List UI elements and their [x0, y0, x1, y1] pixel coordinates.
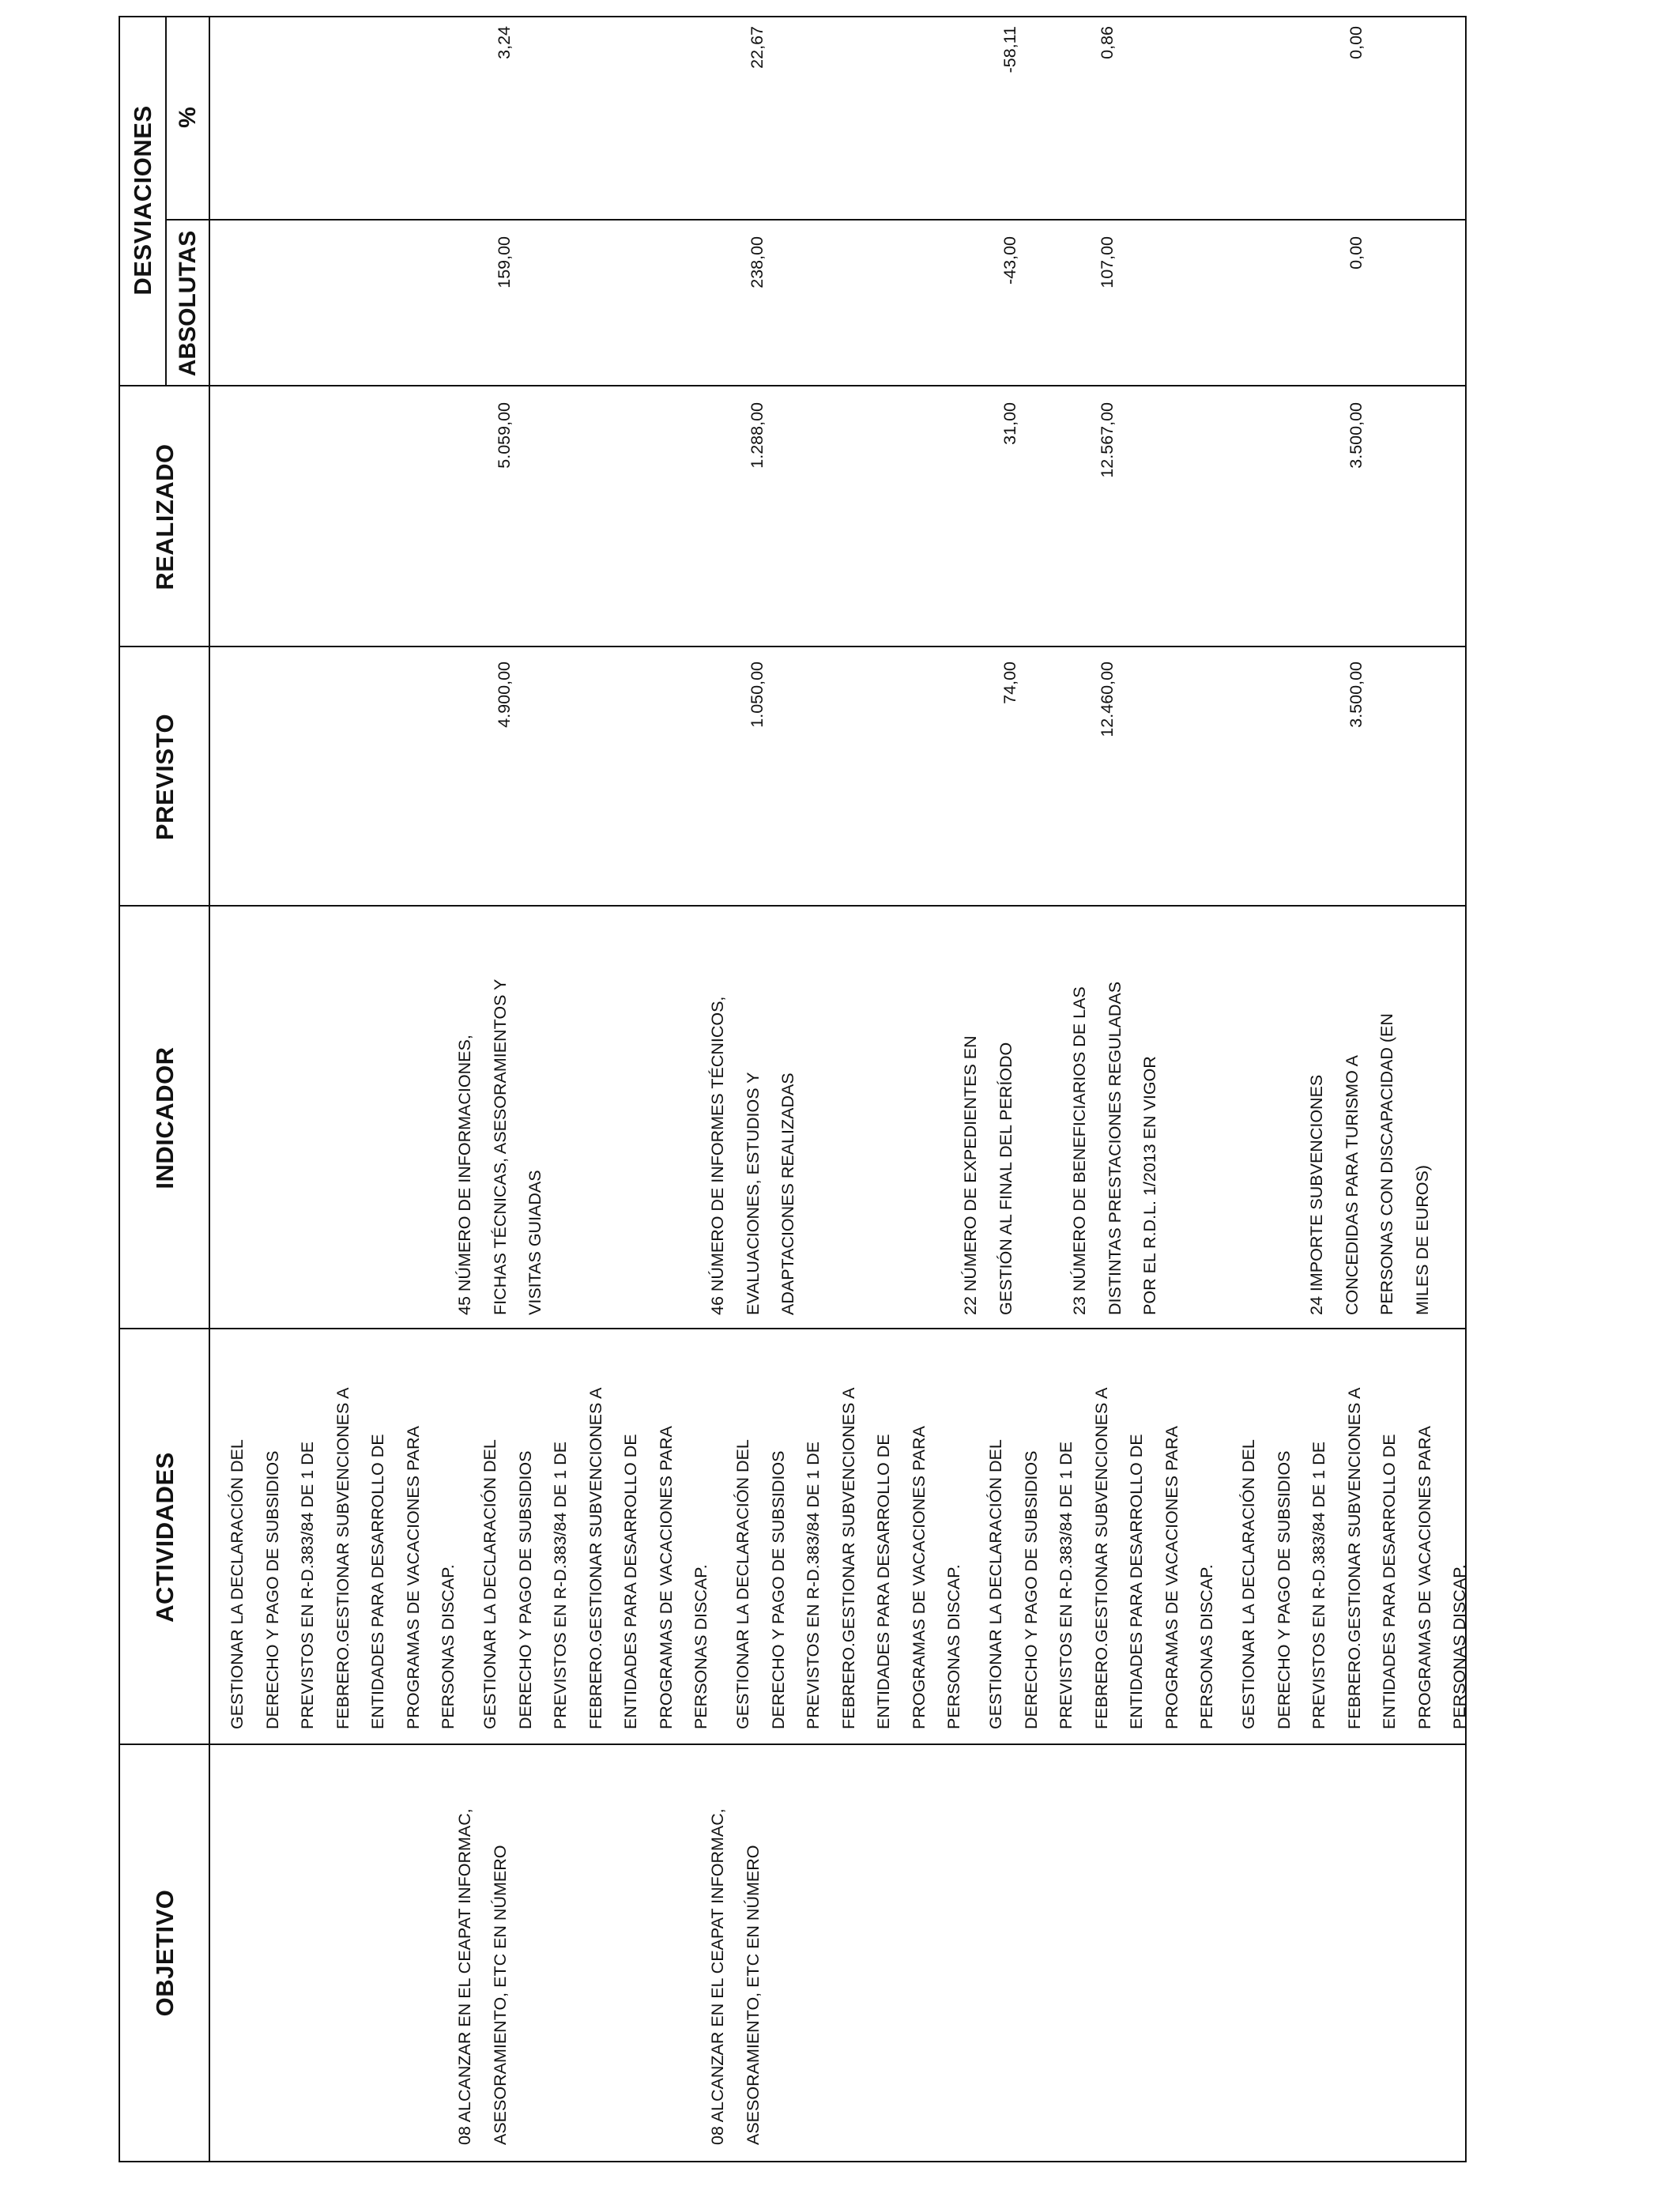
row-2-actividades: GESTIONAR LA DECLARACIÓN DEL DERECHO Y PAGO DE SUBSIDIOS PREVISTOS EN R-D.383/84 DE 1 DE FEBRERO.GESTIONAR SUBVENCIONES A ENTIDADES PARA DESARROLLO DE PROGRAMAS DE VACACIONES PARA PERSONAS DISCAP. [733, 1387, 963, 1729]
row-3-porcentaje: 0,86 [1098, 26, 1117, 59]
row-3-actividades: GESTIONAR LA DECLARACIÓN DEL DERECHO Y PAGO DE SUBSIDIOS PREVISTOS EN R-D.383/84 DE 1 DE FEBRERO.GESTIONAR SUBVENCIONES A ENTIDADES PARA DESARROLLO DE PROGRAMAS DE VACACIONES PARA PERSONAS DISCAP. [986, 1387, 1216, 1729]
row-1-indicador: 46 NÚMERO DE INFORMES TÉCNICOS, EVALUACIONES, ESTUDIOS Y ADAPTACIONES REALIZADAS [708, 996, 797, 1315]
row-0-indicador: 45 NÚMERO DE INFORMACIONES, FICHAS TÉCNICAS, ASESORAMIENTOS Y VISITAS GUIADAS [455, 978, 544, 1315]
col-divider [120, 646, 1465, 647]
header-porcentaje: % [174, 107, 201, 128]
header-absolutas: ABSOLUTAS [174, 230, 201, 377]
row-1-actividades: GESTIONAR LA DECLARACIÓN DEL DERECHO Y PAGO DE SUBSIDIOS PREVISTOS EN R-D.383/84 DE 1 DE FEBRERO.GESTIONAR SUBVENCIONES A ENTIDADES PARA DESARROLLO DE PROGRAMAS DE VACACIONES PARA PERSONAS DISCAP. [480, 1387, 710, 1729]
row-0-actividades: GESTIONAR LA DECLARACIÓN DEL DERECHO Y PAGO DE SUBSIDIOS PREVISTOS EN R-D.383/84 DE 1 DE FEBRERO.GESTIONAR SUBVENCIONES A ENTIDADES PARA DESARROLLO DE PROGRAMAS DE VACACIONES PARA PERSONAS DISCAP. [228, 1387, 458, 1729]
header-desviaciones: DESVIACIONES [128, 105, 156, 296]
header-realizado: REALIZADO [151, 443, 179, 590]
row-0-absolutas: 159,00 [495, 236, 514, 288]
objectives-table [119, 16, 1467, 2162]
col-divider [120, 385, 1465, 386]
row-4-previsto: 3.500,00 [1347, 662, 1365, 728]
col-divider [120, 1328, 1465, 1329]
col-divider [165, 219, 1465, 221]
row-2-realizado: 31,00 [1000, 402, 1019, 445]
row-0-realizado: 5.059,00 [495, 402, 514, 469]
row-4-realizado: 3.500,00 [1347, 402, 1365, 469]
header-objetivo: OBJETIVO [151, 1889, 179, 2017]
row-1-realizado: 1.288,00 [748, 402, 767, 469]
header-indicador: INDICADOR [151, 1046, 179, 1189]
row-4-porcentaje: 0,00 [1347, 26, 1365, 59]
row-3-absolutas: 107,00 [1098, 236, 1117, 288]
header-actividades: ACTIVIDADES [151, 1452, 179, 1623]
row-0-previsto: 4.900,00 [495, 662, 514, 728]
row-0-porcentaje: 3,24 [495, 26, 514, 59]
row-1-objetivo: 08 ALCANZAR EN EL CEAPAT INFORMAC, ASESORAMIENTO, ETC EN NÚMERO [708, 1808, 763, 2145]
row-4-indicador: 24 IMPORTE SUBVENCIONES CONCEDIDAS PARA TURISMO A PERSONAS CON DISCAPACIDAD (EN MILES DE EUROS) [1307, 1013, 1432, 1315]
row-0-objetivo: 08 ALCANZAR EN EL CEAPAT INFORMAC, ASESORAMIENTO, ETC EN NÚMERO [455, 1808, 510, 2145]
header-previsto: PREVISTO [151, 713, 179, 841]
row-4-absolutas: 0,00 [1347, 236, 1365, 270]
row-3-realizado: 12.567,00 [1098, 402, 1117, 478]
row-2-porcentaje: -58,11 [1000, 26, 1019, 74]
row-4-actividades: GESTIONAR LA DECLARACIÓN DEL DERECHO Y PAGO DE SUBSIDIOS PREVISTOS EN R-D.383/84 DE 1 DE FEBRERO.GESTIONAR SUBVENCIONES A ENTIDADES PARA DESARROLLO DE PROGRAMAS DE VACACIONES PARA PERSONAS DISCAP. [1239, 1387, 1469, 1729]
col-divider [120, 1744, 1465, 1745]
col-divider [120, 905, 1465, 907]
row-2-indicador: 22 NÚMERO DE EXPEDIENTES EN GESTIÓN AL FINAL DEL PERÍODO [961, 1035, 1015, 1315]
row-1-previsto: 1.050,00 [748, 662, 767, 728]
row-1-porcentaje: 22,67 [748, 26, 767, 69]
row-2-previsto: 74,00 [1000, 662, 1019, 704]
row-1-absolutas: 238,00 [748, 236, 767, 288]
row-2-absolutas: -43,00 [1000, 236, 1019, 285]
row-3-indicador: 23 NÚMERO DE BENEFICIARIOS DE LAS DISTINTAS PRESTACIONES REGULADAS POR EL R.D.L. 1/2013 EN VIGOR [1070, 981, 1159, 1315]
row-3-previsto: 12.460,00 [1098, 662, 1117, 737]
